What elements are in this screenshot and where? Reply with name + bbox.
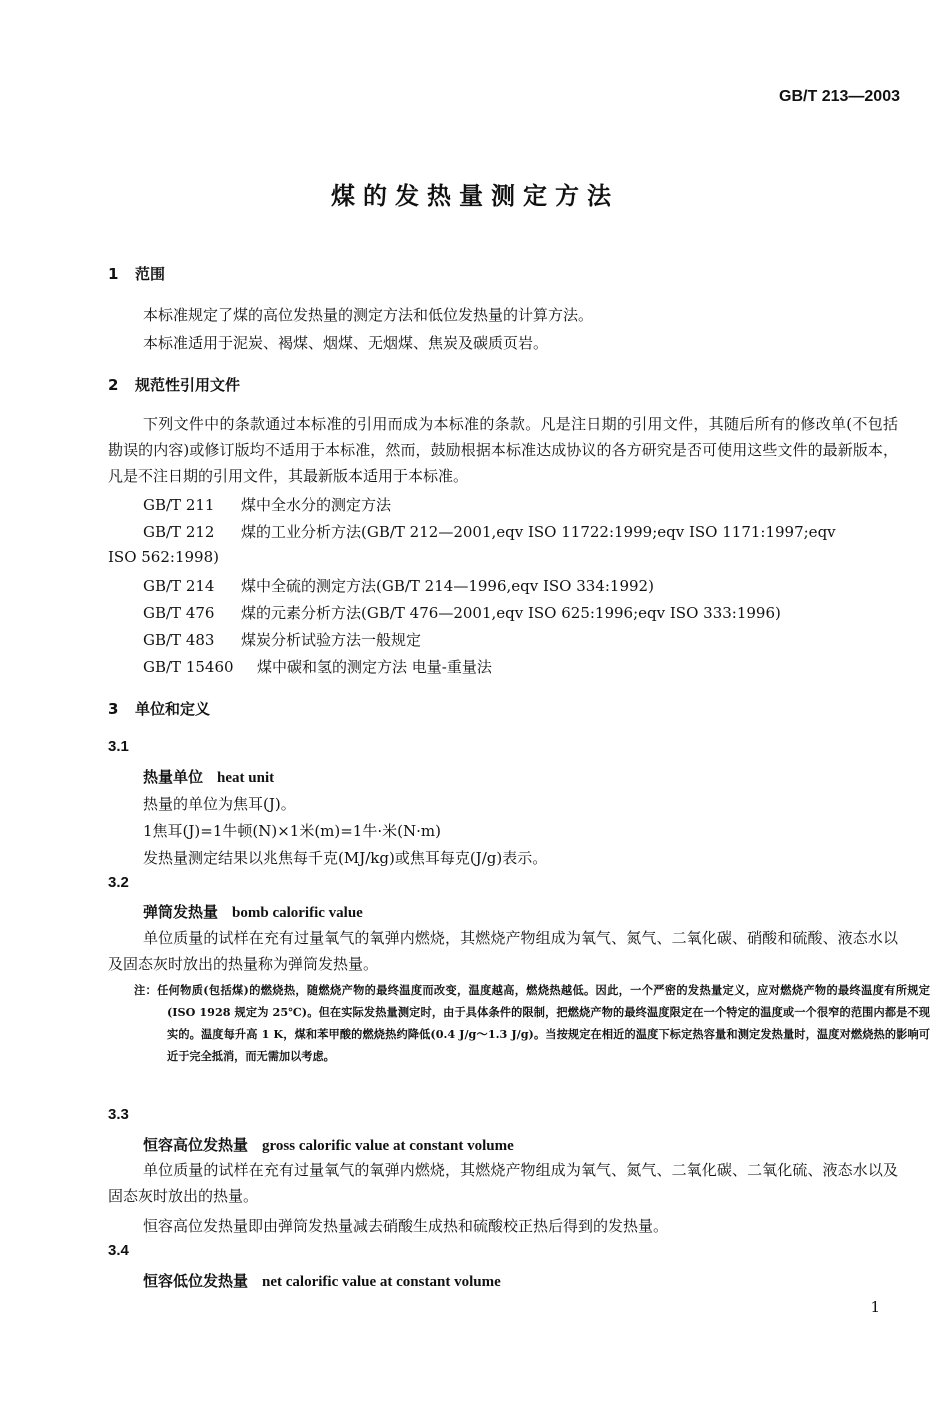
term-en: bomb calorific value xyxy=(232,905,363,921)
subsection-number: 3.2 xyxy=(108,874,129,891)
term-zh: 热量单位 xyxy=(143,768,204,786)
term-zh: 弹筒发热量 xyxy=(143,903,219,921)
term-en: gross calorific value at constant volume xyxy=(262,1138,514,1154)
term-en: heat unit xyxy=(217,770,275,786)
scope-paragraph: 本标准适用于泥炭、褐煤、烟煤、无烟煤、焦炭及碳质页岩。 xyxy=(143,334,549,352)
scope-paragraph: 本标准规定了煤的高位发热量的测定方法和低位发热量的计算方法。 xyxy=(143,306,594,324)
reference-code: GB/T 214 xyxy=(143,577,215,595)
reference-code: GB/T 483 xyxy=(143,631,215,649)
reference-continuation: ISO 562:1998) xyxy=(108,548,219,566)
section-title: 规范性引用文件 xyxy=(135,376,241,394)
reference-code: GB/T 211 xyxy=(143,496,215,514)
section-1-heading xyxy=(108,263,165,284)
section-2-heading xyxy=(108,374,240,395)
reference-title: 煤的元素分析方法(GB/T 476—2001,eqv ISO 625:1996;eqv ISO 333:1996) xyxy=(241,604,781,622)
term-zh: 恒容低位发热量 xyxy=(143,1272,249,1290)
section-number: 3 xyxy=(108,700,119,718)
term-en: net calorific value at constant volume xyxy=(262,1274,501,1290)
section-title: 范围 xyxy=(135,265,166,283)
note: 注：任何物质(包括煤)的燃烧热，随燃烧产物的最终温度而改变，温度越高，燃烧热越低。因此，一个严密的发热量定义，应对燃烧产物的最终温度有所规定(ISO 1928 规定为 25℃)。但在实际发热量测定时，由于具体条件的限制，把燃烧产物的最终温度限定在一个特定的温度或一个很窄的范围内都是不现实的。温度每升高 1 K，煤和苯甲酸的燃烧热约降低(0.4 J/g～1.3 J/g)。当按规定在相近的温度下标定热容量和测定发热量时，温度对燃烧热的影响可近于完全抵消，而无需加以考虑。 xyxy=(134,983,930,1063)
reference-item xyxy=(143,521,836,542)
reference-title: 煤炭分析试验方法一般规定 xyxy=(241,631,422,649)
term-heading xyxy=(143,1270,501,1291)
term-zh: 恒容高位发热量 xyxy=(143,1136,249,1154)
subsection-number: 3.1 xyxy=(108,738,129,755)
definition-line: 1焦耳(J)=1牛顿(N)×1米(m)=1牛·米(N·m) xyxy=(143,822,441,840)
standard-code: GB/T 213—2003 xyxy=(779,88,900,105)
reference-item xyxy=(143,602,781,623)
page-number: 1 xyxy=(870,1298,880,1316)
reference-item xyxy=(143,575,654,596)
term-heading xyxy=(143,766,274,787)
term-heading xyxy=(143,1134,514,1155)
definition-line: 发热量测定结果以兆焦每千克(MJ/kg)或焦耳每克(J/g)表示。 xyxy=(143,849,548,867)
section-number: 2 xyxy=(108,376,119,394)
subsection-number: 3.4 xyxy=(108,1242,129,1259)
term-definition: 单位质量的试样在充有过量氧气的氧弹内燃烧，其燃烧产物组成为氧气、氮气、二氧化碳、硝酸和硫酸、液态水以及固态灰时放出的热量称为弹筒发热量。 xyxy=(108,929,898,973)
reference-item xyxy=(143,656,492,677)
reference-code: GB/T 15460 xyxy=(143,658,234,676)
reference-title: 煤中全水分的测定方法 xyxy=(241,496,392,514)
term-extra: 恒容高位发热量即由弹筒发热量减去硝酸生成热和硫酸校正热后得到的发热量。 xyxy=(143,1217,669,1235)
definition-line: 热量的单位为焦耳(J)。 xyxy=(143,795,296,813)
reference-item xyxy=(143,629,421,650)
references-intro: 下列文件中的条款通过本标准的引用而成为本标准的条款。凡是注日期的引用文件，其随后所有的修改单(不包括勘误的内容)或修订版均不适用于本标准，然而，鼓励根据本标准达成协议的各方研究是否可使用这些文件的最新版本，凡是不注日期的引用文件，其最新版本适用于本标准。 xyxy=(108,415,898,485)
section-number: 1 xyxy=(108,265,119,283)
reference-title: 煤中碳和氢的测定方法 电量-重量法 xyxy=(257,658,492,676)
document-title: 煤的发热量测定方法 xyxy=(331,182,619,210)
reference-item xyxy=(143,494,391,515)
term-definition: 单位质量的试样在充有过量氧气的氧弹内燃烧，其燃烧产物组成为氧气、氮气、二氧化碳、二氧化硫、液态水以及固态灰时放出的热量。 xyxy=(108,1161,898,1205)
reference-code: GB/T 476 xyxy=(143,604,215,622)
section-3-heading xyxy=(108,698,210,719)
section-title: 单位和定义 xyxy=(135,700,211,718)
term-heading xyxy=(143,901,363,922)
reference-code: GB/T 212 xyxy=(143,523,215,541)
reference-title: 煤中全硫的测定方法(GB/T 214—1996,eqv ISO 334:1992) xyxy=(241,577,654,595)
subsection-number: 3.3 xyxy=(108,1106,129,1123)
reference-title: 煤的工业分析方法(GB/T 212—2001,eqv ISO 11722:1999;eqv ISO 1171:1997;eqv xyxy=(241,523,836,541)
